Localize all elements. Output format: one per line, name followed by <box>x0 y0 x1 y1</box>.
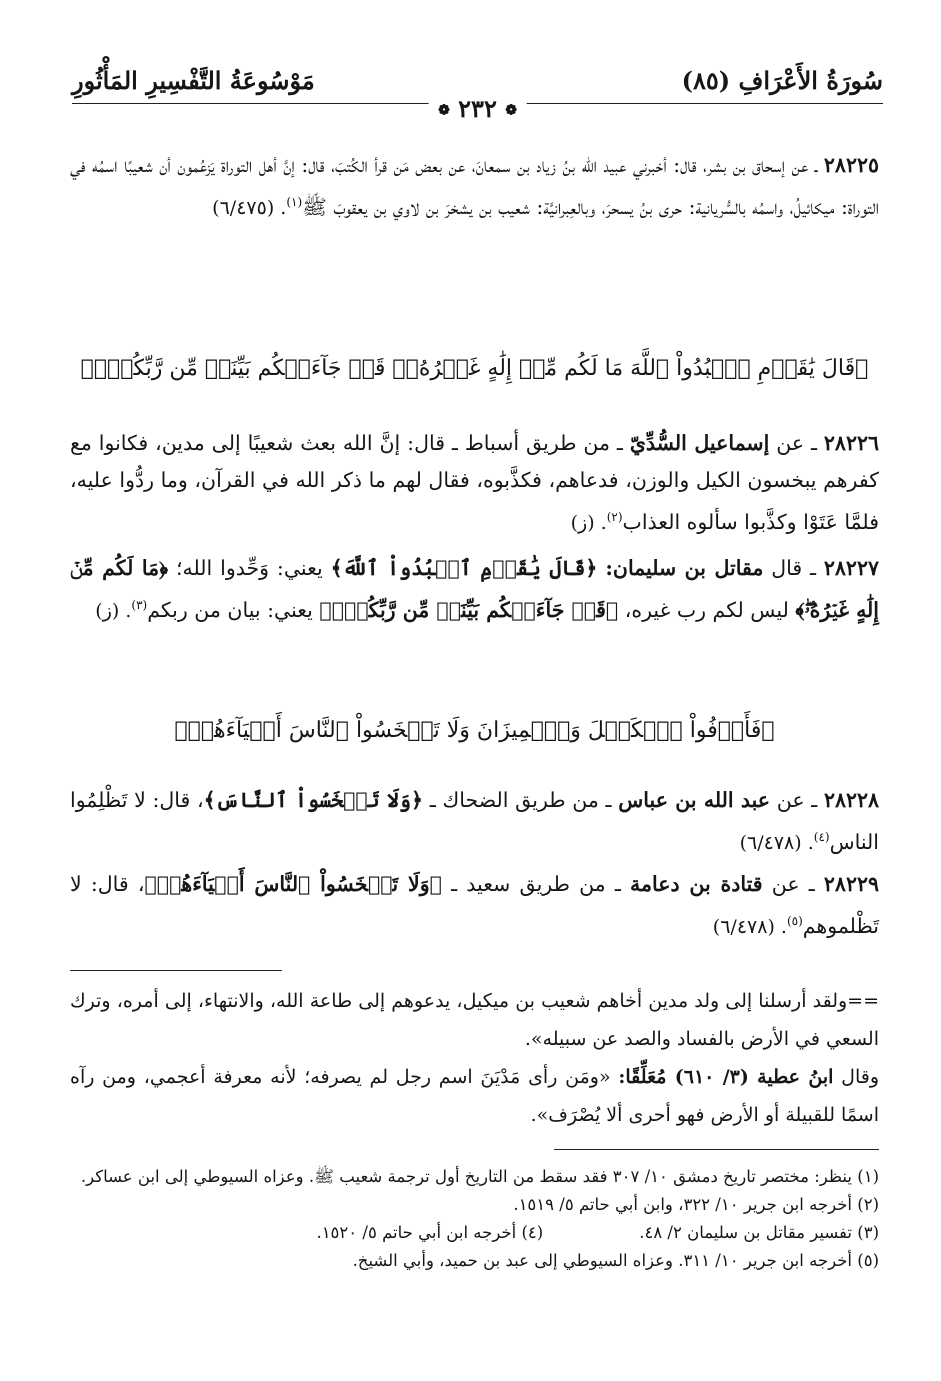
narrator-name: عبد الله بن عباس <box>618 788 771 812</box>
entry-text: ـ من طريق أسباط ـ قال: إنَّ الله بعث شعيبًا إلى مدين، فكانوا مع كفرهم يبخسون الكيل والوزن، فدعاهم، فكذَّبوه، فقال لهم ما ذكر الله في القرآن، وما ردُّوا عليه، فلمَّا عَتَوْا وكذَّبوا سألوه العذاب <box>70 431 879 534</box>
entry-text: يعني: وَحِّدوا الله؛ <box>176 556 323 580</box>
entry-28229 <box>70 866 879 946</box>
ornament-icon: ❁ <box>438 102 450 119</box>
page-number: ٢٣٢ <box>458 94 497 123</box>
entry-number: ٢٨٢٢٦ <box>823 431 879 455</box>
footnote-marker: (١) <box>286 195 303 209</box>
narrator-name: قتادة بن دعامة <box>630 872 763 896</box>
entry-text: ـ عن <box>771 872 815 896</box>
separator-rule <box>70 970 282 971</box>
book-title: مَوْسُوعَةُ التَّفْسِيرِ المَأْثُورِ <box>72 66 315 95</box>
page-number-block <box>428 94 527 123</box>
quran-quote: ﴿قَالَ يَٰقَوۡمِ ٱعۡبُدُواْ ٱللَّهَ﴾ <box>330 556 598 580</box>
footnote-marker: (٣) <box>131 598 148 612</box>
entry-text: ليس لكم رب غيره، <box>624 597 789 622</box>
footnotes <box>70 1163 879 1275</box>
footnote-marker: (٥) <box>786 914 803 928</box>
note-text: وقال <box>841 1066 880 1088</box>
quran-quote: ﴿وَلَا تَبۡخَسُواْ ٱلنَّاسَ أَشۡيَآءَهُمۡ﴾ <box>144 872 442 896</box>
quran-quote: ﴿وَلَا تَبۡخَسُواْ ٱلنَّاسَ﴾ <box>203 788 424 812</box>
footnote-row <box>70 1219 879 1247</box>
entry-number: ٢٨٢٢٩ <box>823 872 879 896</box>
entry-text: ، قال: لا تَظْلموهم <box>70 872 879 938</box>
footnote-1: (١) ينظر: مختصر تاريخ دمشق ١٠/ ٣٠٧ فقد سقط من التاريخ أول ترجمة شعيب ﷺ. وعزاه السيوطي إلى ابن عساكر. <box>80 1167 879 1186</box>
note-paragraph <box>70 1058 879 1134</box>
running-header <box>72 66 883 123</box>
volume-reference: . (ز) <box>95 599 132 622</box>
narrator-name: إسماعيل السُّدِّيّ <box>629 431 770 455</box>
footnote-5: (٥) أخرجه ابن جرير ١٠/ ٣١١. وعزاه السيوطي إلى عبد بن حميد، وأبي الشيخ. <box>352 1251 879 1270</box>
entry-28225 <box>70 147 879 227</box>
narrator-name: مقاتل بن سليمان: <box>605 556 764 580</box>
verse-heading: ﴿فَأَوۡفُواْ ٱلۡكَيۡلَ وَٱلۡمِيزَانَ وَلَا تَبۡخَسُواْ ٱلنَّاسَ أَشۡيَآءَهُمۡ﴾ <box>174 718 775 743</box>
entry-28226 <box>70 425 879 542</box>
surah-title: سُورَةُ الأَعْرَافِ (٨٥) <box>681 66 883 95</box>
quran-quote: ﴿قَدۡ جَآءَتۡكُم بَيِّنَةٞ مِّن رَّبِّكُمۡۖ﴾ <box>319 597 619 622</box>
footnote-2: (٢) أخرجه ابن جرير ١٠/ ٣٢٢، وابن أبي حاتم ٥/ ١٥١٩. <box>513 1195 879 1214</box>
note-author: ابنُ عطية (٣/ ٦١٠) مُعَلِّقًا: <box>618 1066 834 1088</box>
entry-28227 <box>70 550 879 630</box>
quran-quote: ﴿مَا لَكُم مِّنۡ إِلَٰهٍ غَيۡرُهُۥۖ﴾ <box>70 556 879 622</box>
entry-text: ـ قال <box>771 556 817 580</box>
footnote-4: (٤) أخرجه ابن أبي حاتم ٥/ ١٥٢٠. <box>316 1223 544 1242</box>
entry-number: ٢٨٢٢٨ <box>823 788 880 812</box>
entry-number: ٢٨٢٢٥ <box>823 153 879 177</box>
entry-text: يعني: بيان من ربكم <box>147 597 313 622</box>
entry-number: ٢٨٢٢٧ <box>823 556 879 580</box>
entry-text: ـ عن إسحاق بن بشر، قال: أخبرني عبيد الله بنُ زياد بن سمعانَ، عن بعض مَن قرأ الكُتبَ، قال: إنَّ أهل التوراة يَزعُمون أن شعيبًا اسمُه في التوراة: ميكائيلُ، واسمُه بالسُّريانية: حرى بنُ يسحرَ، وبالعِبرانيَّة: شعيب بن يشخرَ بن لاوي بن يعقوبَ ﷺ <box>70 153 879 219</box>
volume-reference: . (٦/٤٧٨) <box>712 915 787 938</box>
footnote-marker: (٤) <box>813 830 830 844</box>
note-text: «ومَن رأى مَدْيَنَ اسم رجل لم يصرفه؛ لأنه معرفة أعجمي، ومن رآه اسمًا للقبيلة أو الأرض فهو أحرى ألا يُصْرَف». <box>70 1066 879 1126</box>
verse-heading: ﴿قَالَ يَٰقَوۡمِ ٱعۡبُدُواْ ٱللَّهَ مَا لَكُم مِّنۡ إِلَٰهٍ غَيۡرُهُۥۖ قَدۡ جَآءَتۡكُم بَيِّنَةٞ مِّن رَّبِّكُمۡۖ﴾ <box>80 356 869 381</box>
volume-reference: . (ز) <box>570 511 607 534</box>
volume-reference: . (٦/٤٧٥) <box>212 196 287 219</box>
footnote-marker: (٢) <box>606 510 623 524</box>
note-paragraph: ==ولقد أرسلنا إلى ولد مدين أخاهم شعيب بن ميكيل، يدعوهم إلى طاعة الله، والانتهاء، إلى أمره، وترك السعي في الأرض بالفساد والصد عن سبيله». <box>70 990 879 1050</box>
continued-note <box>70 982 879 1134</box>
entry-text: ـ من طريق الضحاك ـ <box>429 788 612 812</box>
entry-text: ـ عن <box>776 431 817 455</box>
volume-reference: . (٦/٤٧٨) <box>739 831 814 854</box>
entry-text: ـ عن <box>776 788 818 812</box>
entry-text: ، قال: لا تَظْلِمُوا الناس <box>70 788 879 854</box>
entry-text: ـ من طريق سعيد ـ <box>451 872 621 896</box>
entry-28228 <box>70 782 879 862</box>
footnote-3: (٣) تفسير مقاتل بن سليمان ٢/ ٤٨. <box>639 1223 879 1242</box>
ornament-icon: ❁ <box>505 102 517 119</box>
footnote-rule <box>554 1149 879 1150</box>
